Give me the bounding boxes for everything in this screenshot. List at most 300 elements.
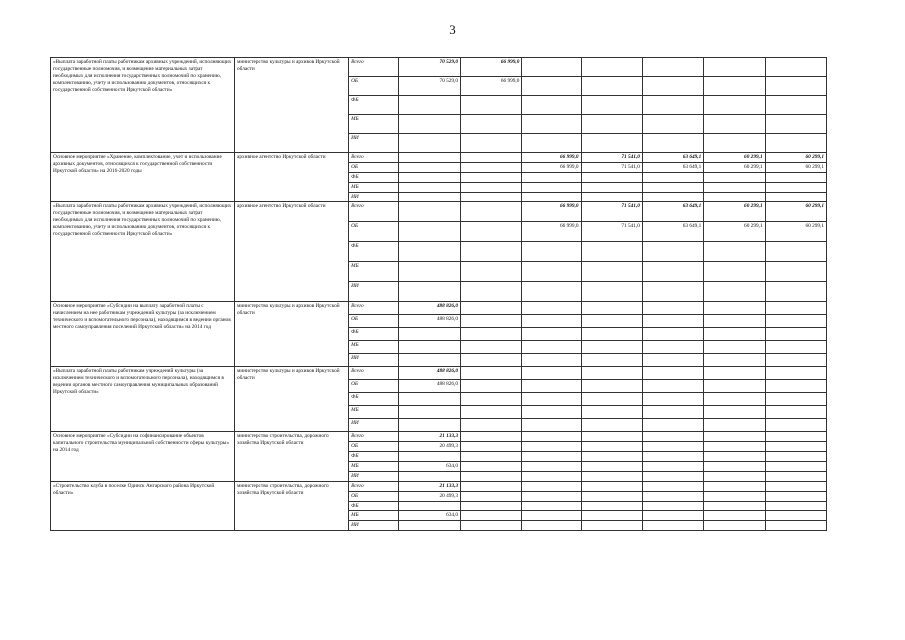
amount-cell bbox=[398, 182, 460, 192]
amount-cell bbox=[398, 354, 460, 367]
amount-cell bbox=[704, 282, 765, 302]
amount-cell bbox=[765, 406, 826, 419]
executor-name: министерство строительства, дорожного хозяйства Иркутской области bbox=[235, 481, 349, 530]
amount-cell bbox=[765, 432, 826, 442]
table-row bbox=[51, 302, 827, 315]
amount-cell bbox=[522, 77, 581, 96]
amount-cell bbox=[704, 262, 765, 282]
amount-cell: 71 541,0 bbox=[581, 202, 642, 222]
amount-cell: 488 826,0 bbox=[398, 302, 460, 315]
amount-cell bbox=[642, 452, 703, 462]
amount-cell bbox=[642, 192, 703, 202]
amount-cell: 634,0 bbox=[398, 511, 460, 521]
amount-cell bbox=[398, 222, 460, 242]
measure-name: Основное мероприятие «Хранение, комплектование, учет и использование архивных документов, относящихся к государственной собственности Иркутской области» на 2016-2020 годы bbox=[51, 153, 235, 202]
amount-cell bbox=[581, 511, 642, 521]
amount-cell bbox=[765, 302, 826, 315]
funding-source: Всего bbox=[349, 432, 399, 442]
amount-cell bbox=[642, 380, 703, 393]
amount-cell bbox=[642, 115, 703, 134]
amount-cell bbox=[704, 481, 765, 491]
funding-source: ОБ bbox=[349, 491, 399, 501]
funding-source: ФБ bbox=[349, 328, 399, 341]
financing-table bbox=[50, 57, 827, 531]
amount-cell bbox=[398, 406, 460, 419]
amount-cell bbox=[765, 262, 826, 282]
amount-cell bbox=[461, 162, 522, 172]
measure-name: «Выплата заработной платы работникам архивных учреждений, исполняющих государственные полномочия, и возмещение материальных затрат необходимых для исполнения государственных полномочий по хранению, комплектованию, учету и использованию документов, относящихся к государственной собственности Иркутской области» bbox=[51, 202, 235, 302]
amount-cell bbox=[461, 341, 522, 354]
table-row bbox=[51, 58, 827, 77]
amount-cell bbox=[398, 341, 460, 354]
amount-cell bbox=[642, 134, 703, 153]
funding-source: ФБ bbox=[349, 96, 399, 115]
executor-name: архивное агентство Иркутской области bbox=[235, 153, 349, 202]
amount-cell bbox=[581, 419, 642, 432]
executor-name: архивное агентство Иркутской области bbox=[235, 202, 349, 302]
funding-source: Всего bbox=[349, 153, 399, 163]
amount-cell bbox=[461, 380, 522, 393]
amount-cell bbox=[765, 315, 826, 328]
amount-cell bbox=[522, 282, 581, 302]
amount-cell bbox=[642, 242, 703, 262]
measure-name: Основное мероприятие «Субсидии на выплату заработной платы с начислением на нее работникам учреждений культуры (за исключением технического и вспомогательного персонала), находящимся в ведении органов местного самоуправления поселений Иркутской области» на 2014 год bbox=[51, 302, 235, 367]
funding-source: МБ bbox=[349, 511, 399, 521]
amount-cell bbox=[398, 328, 460, 341]
funding-source: ФБ bbox=[349, 393, 399, 406]
amount-cell bbox=[765, 354, 826, 367]
amount-cell bbox=[461, 521, 522, 531]
funding-source: ФБ bbox=[349, 452, 399, 462]
amount-cell bbox=[581, 115, 642, 134]
executor-name: министерство строительства, дорожного хозяйства Иркутской области bbox=[235, 432, 349, 481]
measure-name: Основное мероприятие «Субсидии на софинансирование объектов капитального строительства муниципальной собственности сферы культуры» на 2014 год bbox=[51, 432, 235, 481]
amount-cell: 70 529,0 bbox=[398, 77, 460, 96]
amount-cell bbox=[642, 406, 703, 419]
amount-cell bbox=[704, 462, 765, 472]
funding-source: Всего bbox=[349, 58, 399, 77]
amount-cell bbox=[704, 182, 765, 192]
amount-cell bbox=[765, 282, 826, 302]
amount-cell bbox=[642, 419, 703, 432]
amount-cell bbox=[581, 282, 642, 302]
amount-cell bbox=[642, 521, 703, 531]
amount-cell bbox=[581, 302, 642, 315]
amount-cell bbox=[581, 481, 642, 491]
amount-cell bbox=[522, 172, 581, 182]
funding-source: Всего bbox=[349, 202, 399, 222]
amount-cell bbox=[581, 58, 642, 77]
amount-cell bbox=[642, 354, 703, 367]
amount-cell bbox=[398, 393, 460, 406]
amount-cell bbox=[522, 511, 581, 521]
funding-source: МБ bbox=[349, 182, 399, 192]
table-row bbox=[51, 153, 827, 163]
amount-cell bbox=[461, 367, 522, 380]
amount-cell: 63 649,1 bbox=[642, 153, 703, 163]
amount-cell bbox=[704, 115, 765, 134]
amount-cell: 71 541,0 bbox=[581, 162, 642, 172]
amount-cell bbox=[522, 380, 581, 393]
amount-cell bbox=[642, 77, 703, 96]
amount-cell: 20 499,3 bbox=[398, 442, 460, 452]
amount-cell bbox=[522, 328, 581, 341]
amount-cell: 634,0 bbox=[398, 462, 460, 472]
amount-cell bbox=[522, 302, 581, 315]
amount-cell bbox=[398, 134, 460, 153]
funding-source: МБ bbox=[349, 262, 399, 282]
measure-name: «Выплата заработной платы работникам учреждений культуры (за исключением технического и вспомогательного персонала), находящимся в ведении органов местного самоуправления муниципальных образований Иркутской области» bbox=[51, 367, 235, 432]
amount-cell bbox=[398, 521, 460, 531]
funding-source: ИИ bbox=[349, 521, 399, 531]
amount-cell: 488 826,0 bbox=[398, 367, 460, 380]
amount-cell: 20 499,3 bbox=[398, 491, 460, 501]
amount-cell bbox=[642, 462, 703, 472]
amount-cell bbox=[522, 491, 581, 501]
amount-cell bbox=[522, 354, 581, 367]
amount-cell bbox=[461, 315, 522, 328]
funding-source: МБ bbox=[349, 406, 399, 419]
amount-cell bbox=[704, 452, 765, 462]
amount-cell bbox=[461, 262, 522, 282]
amount-cell bbox=[461, 393, 522, 406]
amount-cell bbox=[461, 222, 522, 242]
funding-source: ФБ bbox=[349, 172, 399, 182]
amount-cell bbox=[765, 77, 826, 96]
amount-cell bbox=[581, 192, 642, 202]
amount-cell bbox=[581, 452, 642, 462]
amount-cell bbox=[642, 262, 703, 282]
amount-cell bbox=[765, 501, 826, 511]
amount-cell bbox=[398, 96, 460, 115]
amount-cell: 60 299,1 bbox=[765, 222, 826, 242]
amount-cell bbox=[581, 393, 642, 406]
amount-cell bbox=[522, 501, 581, 511]
amount-cell bbox=[704, 302, 765, 315]
table-body bbox=[51, 58, 827, 531]
amount-cell bbox=[522, 432, 581, 442]
amount-cell bbox=[461, 354, 522, 367]
amount-cell bbox=[642, 491, 703, 501]
amount-cell bbox=[642, 302, 703, 315]
amount-cell bbox=[642, 172, 703, 182]
amount-cell: 21 133,3 bbox=[398, 481, 460, 491]
amount-cell bbox=[398, 282, 460, 302]
amount-cell bbox=[398, 153, 460, 163]
amount-cell bbox=[642, 471, 703, 481]
amount-cell bbox=[765, 452, 826, 462]
funding-source: ИИ bbox=[349, 192, 399, 202]
amount-cell bbox=[522, 315, 581, 328]
amount-cell bbox=[461, 419, 522, 432]
amount-cell: 488 826,0 bbox=[398, 315, 460, 328]
amount-cell bbox=[522, 134, 581, 153]
amount-cell bbox=[704, 419, 765, 432]
executor-name: министерство культуры и архивов Иркутской области bbox=[235, 302, 349, 367]
funding-source: ИИ bbox=[349, 134, 399, 153]
funding-source: ИИ bbox=[349, 282, 399, 302]
amount-cell bbox=[522, 471, 581, 481]
amount-cell bbox=[704, 242, 765, 262]
amount-cell bbox=[642, 282, 703, 302]
amount-cell bbox=[765, 341, 826, 354]
amount-cell bbox=[522, 481, 581, 491]
funding-source: Всего bbox=[349, 481, 399, 491]
amount-cell bbox=[461, 481, 522, 491]
amount-cell bbox=[704, 172, 765, 182]
amount-cell bbox=[461, 192, 522, 202]
amount-cell: 66 999,0 bbox=[522, 222, 581, 242]
executor-name: министерство культуры и архивов Иркутской области bbox=[235, 367, 349, 432]
amount-cell bbox=[461, 406, 522, 419]
amount-cell bbox=[581, 471, 642, 481]
amount-cell: 71 541,0 bbox=[581, 153, 642, 163]
amount-cell bbox=[581, 77, 642, 96]
funding-source: ОБ bbox=[349, 380, 399, 393]
amount-cell bbox=[581, 172, 642, 182]
funding-source: ИИ bbox=[349, 354, 399, 367]
amount-cell bbox=[522, 367, 581, 380]
amount-cell bbox=[642, 315, 703, 328]
amount-cell bbox=[704, 367, 765, 380]
amount-cell bbox=[765, 172, 826, 182]
amount-cell bbox=[581, 406, 642, 419]
funding-source: ОБ bbox=[349, 222, 399, 242]
funding-source: ИИ bbox=[349, 419, 399, 432]
amount-cell: 70 529,0 bbox=[398, 58, 460, 77]
amount-cell: 60 299,1 bbox=[704, 222, 765, 242]
amount-cell: 63 649,1 bbox=[642, 162, 703, 172]
amount-cell bbox=[704, 393, 765, 406]
amount-cell bbox=[522, 419, 581, 432]
amount-cell bbox=[522, 192, 581, 202]
amount-cell bbox=[461, 242, 522, 262]
page-number: 3 bbox=[449, 22, 456, 37]
amount-cell bbox=[765, 419, 826, 432]
funding-source: ОБ bbox=[349, 162, 399, 172]
amount-cell bbox=[581, 501, 642, 511]
amount-cell bbox=[765, 511, 826, 521]
amount-cell bbox=[398, 242, 460, 262]
funding-source: ОБ bbox=[349, 77, 399, 96]
amount-cell: 60 299,1 bbox=[704, 153, 765, 163]
table-row bbox=[51, 432, 827, 442]
amount-cell bbox=[581, 491, 642, 501]
amount-cell bbox=[461, 501, 522, 511]
amount-cell bbox=[765, 380, 826, 393]
amount-cell bbox=[765, 393, 826, 406]
amount-cell bbox=[461, 442, 522, 452]
amount-cell bbox=[522, 262, 581, 282]
measure-name: «Выплата заработной платы работникам архивных учреждений, исполняющих государственные полномочия, и возмещение материальных затрат необходимых для исполнения государственных полномочий по хранению, комплектованию, учету и использованию документов, относящихся к государственной собственности Иркутской области» bbox=[51, 58, 235, 153]
executor-name: министерство культуры и архивов Иркутской области bbox=[235, 58, 349, 153]
amount-cell bbox=[765, 328, 826, 341]
funding-source: МБ bbox=[349, 462, 399, 472]
amount-cell bbox=[765, 58, 826, 77]
amount-cell bbox=[581, 182, 642, 192]
amount-cell bbox=[704, 380, 765, 393]
amount-cell bbox=[581, 380, 642, 393]
amount-cell bbox=[522, 462, 581, 472]
amount-cell bbox=[642, 393, 703, 406]
amount-cell bbox=[642, 182, 703, 192]
amount-cell bbox=[522, 96, 581, 115]
amount-cell bbox=[522, 406, 581, 419]
amount-cell: 63 649,1 bbox=[642, 202, 703, 222]
amount-cell: 21 133,3 bbox=[398, 432, 460, 442]
amount-cell bbox=[581, 315, 642, 328]
amount-cell bbox=[765, 481, 826, 491]
funding-source: ОБ bbox=[349, 442, 399, 452]
amount-cell bbox=[704, 341, 765, 354]
amount-cell bbox=[704, 328, 765, 341]
funding-source: МБ bbox=[349, 115, 399, 134]
amount-cell bbox=[461, 462, 522, 472]
amount-cell: 488 826,0 bbox=[398, 380, 460, 393]
amount-cell bbox=[581, 328, 642, 341]
amount-cell bbox=[642, 58, 703, 77]
amount-cell bbox=[461, 96, 522, 115]
amount-cell bbox=[398, 172, 460, 182]
amount-cell bbox=[522, 341, 581, 354]
amount-cell bbox=[704, 77, 765, 96]
amount-cell: 66 999,0 bbox=[461, 77, 522, 96]
amount-cell bbox=[461, 328, 522, 341]
amount-cell bbox=[642, 341, 703, 354]
funding-source: Всего bbox=[349, 302, 399, 315]
amount-cell bbox=[581, 262, 642, 282]
amount-cell bbox=[581, 242, 642, 262]
funding-source: ИИ bbox=[349, 471, 399, 481]
amount-cell bbox=[765, 192, 826, 202]
amount-cell bbox=[461, 134, 522, 153]
amount-cell: 60 299,1 bbox=[765, 202, 826, 222]
amount-cell bbox=[765, 367, 826, 380]
amount-cell bbox=[704, 354, 765, 367]
amount-cell bbox=[461, 511, 522, 521]
amount-cell bbox=[765, 521, 826, 531]
amount-cell bbox=[642, 511, 703, 521]
amount-cell bbox=[704, 442, 765, 452]
funding-source: МБ bbox=[349, 341, 399, 354]
amount-cell bbox=[704, 406, 765, 419]
amount-cell bbox=[704, 501, 765, 511]
amount-cell: 60 299,1 bbox=[704, 202, 765, 222]
amount-cell bbox=[522, 452, 581, 462]
amount-cell bbox=[642, 481, 703, 491]
amount-cell: 60 299,1 bbox=[765, 153, 826, 163]
amount-cell bbox=[704, 491, 765, 501]
amount-cell bbox=[398, 501, 460, 511]
amount-cell bbox=[398, 452, 460, 462]
measure-name: «Строительство клуба в поселке Одинск Ангарского района Иркутской области» bbox=[51, 481, 235, 530]
amount-cell bbox=[398, 202, 460, 222]
amount-cell: 66 999,0 bbox=[522, 153, 581, 163]
funding-source: ФБ bbox=[349, 242, 399, 262]
table-row bbox=[51, 481, 827, 491]
amount-cell bbox=[398, 162, 460, 172]
amount-cell bbox=[522, 182, 581, 192]
table-row bbox=[51, 202, 827, 222]
amount-cell: 66 999,0 bbox=[522, 162, 581, 172]
amount-cell bbox=[398, 115, 460, 134]
amount-cell bbox=[581, 367, 642, 380]
amount-cell bbox=[522, 242, 581, 262]
amount-cell bbox=[704, 511, 765, 521]
amount-cell bbox=[765, 134, 826, 153]
amount-cell bbox=[461, 432, 522, 442]
amount-cell bbox=[704, 521, 765, 531]
amount-cell bbox=[765, 491, 826, 501]
amount-cell bbox=[461, 153, 522, 163]
amount-cell bbox=[704, 315, 765, 328]
amount-cell bbox=[522, 115, 581, 134]
amount-cell bbox=[522, 58, 581, 77]
amount-cell bbox=[522, 442, 581, 452]
amount-cell bbox=[581, 134, 642, 153]
amount-cell bbox=[765, 442, 826, 452]
amount-cell bbox=[765, 115, 826, 134]
amount-cell bbox=[704, 58, 765, 77]
amount-cell bbox=[581, 96, 642, 115]
amount-cell bbox=[581, 354, 642, 367]
amount-cell bbox=[765, 462, 826, 472]
amount-cell bbox=[461, 202, 522, 222]
amount-cell bbox=[461, 491, 522, 501]
amount-cell bbox=[642, 432, 703, 442]
amount-cell bbox=[642, 501, 703, 511]
amount-cell bbox=[765, 182, 826, 192]
funding-source: ОБ bbox=[349, 315, 399, 328]
amount-cell bbox=[642, 96, 703, 115]
amount-cell bbox=[398, 419, 460, 432]
amount-cell bbox=[765, 471, 826, 481]
amount-cell: 66 999,0 bbox=[461, 58, 522, 77]
amount-cell: 63 649,1 bbox=[642, 222, 703, 242]
amount-cell: 60 299,1 bbox=[704, 162, 765, 172]
amount-cell bbox=[642, 328, 703, 341]
amount-cell bbox=[642, 442, 703, 452]
amount-cell bbox=[461, 172, 522, 182]
amount-cell bbox=[522, 393, 581, 406]
amount-cell bbox=[581, 432, 642, 442]
amount-cell bbox=[642, 367, 703, 380]
amount-cell bbox=[461, 302, 522, 315]
amount-cell bbox=[461, 452, 522, 462]
funding-source: Всего bbox=[349, 367, 399, 380]
amount-cell bbox=[704, 432, 765, 442]
amount-cell bbox=[398, 192, 460, 202]
amount-cell bbox=[581, 341, 642, 354]
amount-cell bbox=[765, 96, 826, 115]
amount-cell bbox=[581, 462, 642, 472]
amount-cell bbox=[461, 282, 522, 302]
amount-cell bbox=[704, 96, 765, 115]
amount-cell bbox=[461, 471, 522, 481]
amount-cell: 66 999,0 bbox=[522, 202, 581, 222]
amount-cell bbox=[704, 471, 765, 481]
amount-cell bbox=[765, 242, 826, 262]
amount-cell bbox=[461, 182, 522, 192]
amount-cell bbox=[581, 521, 642, 531]
amount-cell: 60 299,1 bbox=[765, 162, 826, 172]
funding-source: ФБ bbox=[349, 501, 399, 511]
amount-cell bbox=[522, 521, 581, 531]
amount-cell bbox=[398, 471, 460, 481]
table-row bbox=[51, 367, 827, 380]
amount-cell: 71 541,0 bbox=[581, 222, 642, 242]
amount-cell bbox=[704, 192, 765, 202]
